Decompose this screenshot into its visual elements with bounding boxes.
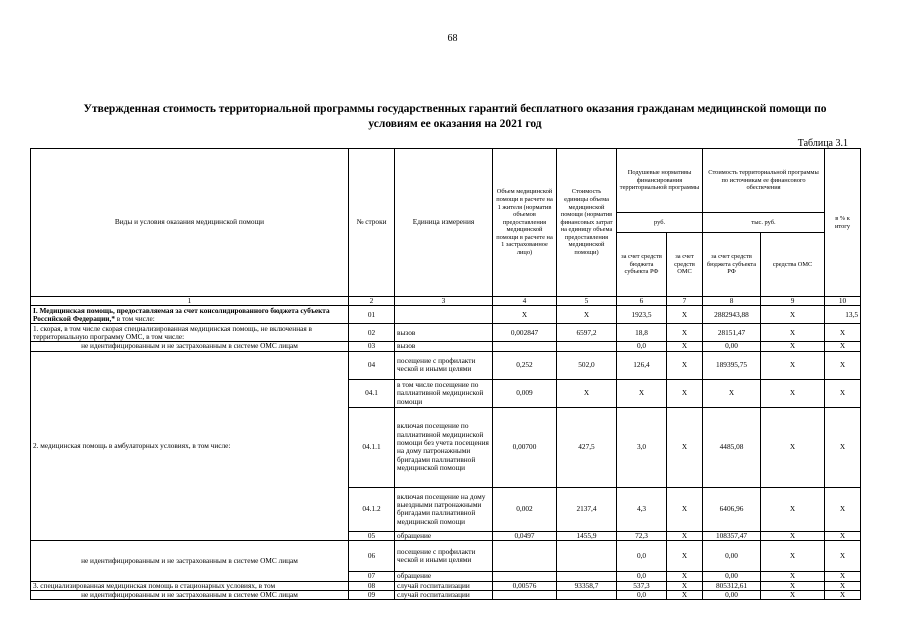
header-oms-2: средства ОМС (761, 233, 825, 297)
row-unit: вызов (395, 342, 493, 351)
cell-budget-thous: 0,00 (703, 541, 761, 572)
cell-pct: 13,5 (825, 306, 861, 324)
table-row (31, 306, 861, 324)
cell-pct: Х (825, 379, 861, 407)
cell-oms-rub: Х (667, 351, 703, 379)
cell-cost-unit (557, 591, 617, 600)
row-no: 04.1.1 (349, 407, 395, 487)
row-no: 05 (349, 531, 395, 540)
page-number: 68 (447, 33, 458, 44)
cell-oms-rub: Х (667, 407, 703, 487)
cell-volume (493, 591, 557, 600)
cell-budget-rub: Х (617, 379, 667, 407)
cell-pct: Х (825, 541, 861, 572)
row-unit: вызов (395, 324, 493, 342)
cost-table (30, 148, 861, 600)
cell-pct: Х (825, 487, 861, 531)
cell-volume: 0,252 (493, 351, 557, 379)
cell-volume (493, 572, 557, 581)
col-number: 2 (349, 297, 395, 306)
cell-oms-thous: Х (761, 306, 825, 324)
col-number: 9 (761, 297, 825, 306)
table-row (31, 324, 861, 342)
cell-pct: Х (825, 591, 861, 600)
row-unit: обращение (395, 572, 493, 581)
cell-pct: Х (825, 324, 861, 342)
cell-oms-thous: Х (761, 572, 825, 581)
cell-oms-rub: Х (667, 541, 703, 572)
col-number: 3 (395, 297, 493, 306)
cell-oms-thous: Х (761, 342, 825, 351)
col-number: 5 (557, 297, 617, 306)
cell-oms-rub: Х (667, 572, 703, 581)
cell-pct: Х (825, 531, 861, 540)
row-unit: включая посещение на дому выездными патронажными бригадами паллиативной медицинской помощи (395, 487, 493, 531)
cell-oms-rub: Х (667, 581, 703, 590)
cell-budget-thous: 28151,47 (703, 324, 761, 342)
cell-oms-thous: Х (761, 541, 825, 572)
cell-budget-thous: 6406,96 (703, 487, 761, 531)
title-line-2: условиям ее оказания на 2021 год (368, 118, 542, 130)
cell-volume: 0,00576 (493, 581, 557, 590)
column-numbers-row (31, 297, 861, 306)
row-no: 01 (349, 306, 395, 324)
cell-pct: Х (825, 342, 861, 351)
cell-budget-rub: 1923,5 (617, 306, 667, 324)
cell-budget-rub: 72,3 (617, 531, 667, 540)
cell-budget-thous: 2882943,88 (703, 306, 761, 324)
row-unit: включая посещение по паллиативной медицинской помощи без учета посещения на дому патронажными бригадами паллиативной медицинской помощи (395, 407, 493, 487)
cell-volume: 0,0497 (493, 531, 557, 540)
col-number: 6 (617, 297, 667, 306)
row-unit: в том числе посещение по паллиативной медицинской помощи (395, 379, 493, 407)
cell-oms-thous: Х (761, 487, 825, 531)
cell-budget-rub: 126,4 (617, 351, 667, 379)
table-row (31, 342, 861, 351)
cell-pct: Х (825, 407, 861, 487)
header-budget: за счет средств бюджета субъекта РФ (617, 233, 667, 297)
header-oms: за счет средств ОМС (667, 233, 703, 297)
table-row (31, 591, 861, 600)
header-thous-rub: тыс. руб. (703, 213, 825, 233)
cell-oms-thous: Х (761, 407, 825, 487)
cell-pct: Х (825, 351, 861, 379)
row-name: 3. специализированная медицинская помощь в стационарных условиях, в том (31, 581, 349, 590)
row-no: 06 (349, 541, 395, 572)
row-no: 07 (349, 572, 395, 581)
row-name-uninsured: не идентифицированным и не застрахованным в системе ОМС лицам (31, 541, 349, 581)
cell-pct: Х (825, 581, 861, 590)
header-per-capita: Подушевые нормативы финансирования территориальной программы (617, 149, 703, 213)
cell-budget-thous: 4485,08 (703, 407, 761, 487)
row-name-ambulatory: 2. медицинская помощь в амбулаторных условиях, в том числе: (31, 351, 349, 540)
cell-budget-rub: 3,0 (617, 407, 667, 487)
cell-budget-thous: 108357,47 (703, 531, 761, 540)
cell-budget-rub: 0,0 (617, 591, 667, 600)
cell-budget-rub: 0,0 (617, 541, 667, 572)
header-unit: Единица измерения (395, 149, 493, 297)
cell-oms-thous: Х (761, 591, 825, 600)
cell-oms-thous: Х (761, 324, 825, 342)
row-no: 08 (349, 581, 395, 590)
cell-budget-rub: 0,0 (617, 342, 667, 351)
cell-cost-unit: Х (557, 306, 617, 324)
cell-volume: 0,00700 (493, 407, 557, 487)
cell-volume: 0,002 (493, 487, 557, 531)
table-number: Таблица 3.1 (797, 138, 848, 149)
cell-volume (493, 541, 557, 572)
header-program-cost: Стоимость территориальной программы по источникам ее финансового обеспечения (703, 149, 825, 213)
cell-cost-unit (557, 541, 617, 572)
row-name: не идентифицированным и не застрахованным в системе ОМС лицам (31, 591, 349, 600)
row-unit: посещение с профилакти ческой и иными целями (395, 351, 493, 379)
cell-budget-thous: 0,00 (703, 572, 761, 581)
header-volume: Объем медицинской помощи в расчете на 1 жителя (норматив объемов предоставления медицинской помощи в расчете на 1 застрахованное лицо) (493, 149, 557, 297)
cell-cost-unit: 6597,2 (557, 324, 617, 342)
row-unit: случай госпитализации (395, 581, 493, 590)
row-no: 02 (349, 324, 395, 342)
cell-cost-unit: 502,0 (557, 351, 617, 379)
table-row (31, 541, 861, 572)
cell-cost-unit: Х (557, 379, 617, 407)
table-row (31, 581, 861, 590)
header-kinds: Виды и условия оказания медицинской помощи (31, 149, 349, 297)
cell-oms-rub: Х (667, 487, 703, 531)
header-budget-2: за счет средств бюджета субъекта РФ (703, 233, 761, 297)
cell-oms-rub: Х (667, 379, 703, 407)
document-title (40, 102, 870, 132)
cell-cost-unit: 93358,7 (557, 581, 617, 590)
row-name (31, 306, 349, 324)
header-rub: руб. (617, 213, 703, 233)
cell-oms-rub: Х (667, 324, 703, 342)
table-row (31, 351, 861, 379)
cell-budget-rub: 4,3 (617, 487, 667, 531)
row-unit: обращение (395, 531, 493, 540)
col-number: 7 (667, 297, 703, 306)
cell-budget-thous: 805312,61 (703, 581, 761, 590)
row-no: 09 (349, 591, 395, 600)
row-name: не идентифицированным и не застрахованным в системе ОМС лицам (31, 342, 349, 351)
cell-budget-rub: 18,8 (617, 324, 667, 342)
cell-oms-rub: Х (667, 306, 703, 324)
row-no: 04.1 (349, 379, 395, 407)
cell-oms-rub: Х (667, 591, 703, 600)
col-number: 10 (825, 297, 861, 306)
col-number: 8 (703, 297, 761, 306)
cell-oms-thous: Х (761, 531, 825, 540)
cell-oms-thous: Х (761, 351, 825, 379)
cell-oms-thous: Х (761, 379, 825, 407)
header-row-no: № строки (349, 149, 395, 297)
row-no: 04.1.2 (349, 487, 395, 531)
cell-budget-thous: 0,00 (703, 342, 761, 351)
title-line-1: Утвержденная стоимость территориальной программы государственных гарантий бесплатного оказания гражданам медицинской помощи по (83, 103, 827, 115)
row-unit (395, 306, 493, 324)
cell-oms-rub: Х (667, 342, 703, 351)
cell-oms-rub: Х (667, 531, 703, 540)
cell-volume: 0,002847 (493, 324, 557, 342)
cell-cost-unit: 2137,4 (557, 487, 617, 531)
cell-budget-rub: 0,0 (617, 572, 667, 581)
cell-cost-unit: 427,5 (557, 407, 617, 487)
row-no: 03 (349, 342, 395, 351)
row-no: 04 (349, 351, 395, 379)
header-cost-unit: Стоимость единицы объема медицинской помощи (норматив финансовых затрат на единицу объема предоставления медицинской помощи) (557, 149, 617, 297)
cell-pct: Х (825, 572, 861, 581)
cell-budget-thous: 189395,75 (703, 351, 761, 379)
row-unit: случай госпитализации (395, 591, 493, 600)
row-name-bold: I. Медицинская помощь, предоставляемая за счет консолидированного бюджета субъекта Российской Федерации,* (33, 305, 330, 323)
cell-volume: 0,009 (493, 379, 557, 407)
cell-volume: Х (493, 306, 557, 324)
cell-budget-thous: Х (703, 379, 761, 407)
cell-cost-unit (557, 572, 617, 581)
row-name: 1. скорая, в том числе скорая специализированная медицинская помощь, не включенная в территориальную программу ОМС, в том числе: (31, 324, 349, 342)
cell-oms-thous: Х (761, 581, 825, 590)
header-pct: в % к итогу (825, 149, 861, 297)
cell-cost-unit: 1455,9 (557, 531, 617, 540)
cell-budget-rub: 537,3 (617, 581, 667, 590)
cell-budget-thous: 0,00 (703, 591, 761, 600)
row-name-tail: в том числе: (114, 313, 155, 323)
row-unit: посещение с профилакти ческой и иными целями (395, 541, 493, 572)
cell-cost-unit (557, 342, 617, 351)
col-number: 1 (31, 297, 349, 306)
col-number: 4 (493, 297, 557, 306)
cell-volume (493, 342, 557, 351)
